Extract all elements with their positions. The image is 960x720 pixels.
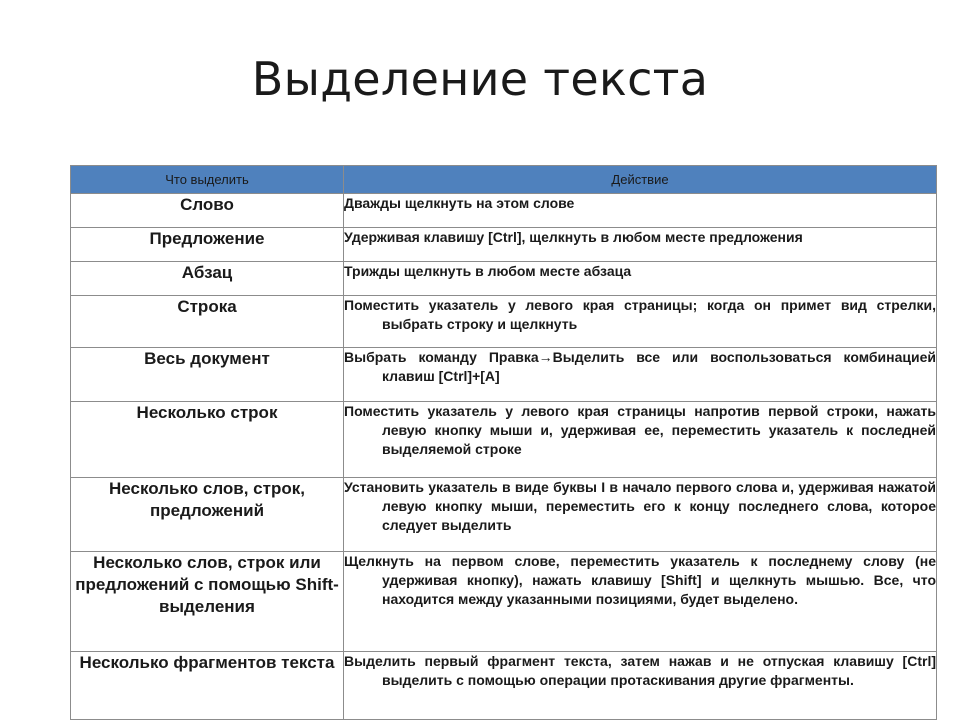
- cell-action: [344, 652, 937, 720]
- column-header-what: Что выделить: [71, 166, 344, 194]
- action-text: Поместить указатель у левого края страницы напротив первой строки, нажать левую кнопку мыши и, удерживая ее, переместить указатель к последней выделяемой строке: [344, 403, 936, 457]
- action-text: Поместить указатель у левого края страницы; когда он примет вид стрелки, выбрать строку и щелкнуть: [344, 297, 936, 332]
- cell-action: [344, 478, 937, 552]
- action-text: Трижды щелкнуть в любом месте абзаца: [344, 263, 632, 279]
- action-text: Выбрать команду Правка→Выделить все или воспользоваться комбинацией клавиш [Ctrl]+[A]: [344, 349, 936, 384]
- cell-what: Весь документ: [71, 348, 344, 402]
- table-row: [71, 402, 937, 478]
- cell-action: [344, 348, 937, 402]
- cell-what: Несколько слов, строк или предложений с помощью Shift-выделения: [71, 552, 344, 652]
- cell-action: [344, 228, 937, 262]
- table-row: [71, 194, 937, 228]
- table-row: [71, 552, 937, 652]
- cell-what: Слово: [71, 194, 344, 228]
- cell-what: Несколько слов, строк, предложений: [71, 478, 344, 552]
- cell-what: Несколько строк: [71, 402, 344, 478]
- cell-action: [344, 552, 937, 652]
- action-text: Дважды щелкнуть на этом слове: [344, 195, 575, 211]
- cell-action: [344, 402, 937, 478]
- table-row: [71, 478, 937, 552]
- table-row: [71, 296, 937, 348]
- action-text: Щелкнуть на первом слове, переместить указатель к последнему слову (не удерживая кнопку), нажать клавишу [Shift] и щелкнуть мышью. Все, что находится между указанными позициями, будет выделено.: [344, 553, 936, 607]
- action-text: Установить указатель в виде буквы I в начало первого слова и, удерживая нажатой левую кнопку мыши, переместить его к концу последнего слова, которое следует выделить: [344, 479, 936, 533]
- cell-action: [344, 194, 937, 228]
- cell-what: Предложение: [71, 228, 344, 262]
- cell-what: Несколько фрагментов текста: [71, 652, 344, 720]
- column-header-action: Действие: [344, 166, 937, 194]
- cell-action: [344, 262, 937, 296]
- action-text: Удерживая клавишу [Ctrl], щелкнуть в любом месте предложения: [344, 229, 803, 245]
- selection-table: [70, 165, 937, 720]
- cell-action: [344, 296, 937, 348]
- table-row: [71, 348, 937, 402]
- page-title: Выделение текста: [251, 52, 709, 106]
- table-header-row: [71, 166, 937, 194]
- table-row: [71, 652, 937, 720]
- action-text: Выделить первый фрагмент текста, затем нажав и не отпуская клавишу [Ctrl] выделить с помощью операции протаскивания другие фрагменты.: [344, 653, 936, 688]
- table-row: [71, 228, 937, 262]
- cell-what: Строка: [71, 296, 344, 348]
- cell-what: Абзац: [71, 262, 344, 296]
- table-row: [71, 262, 937, 296]
